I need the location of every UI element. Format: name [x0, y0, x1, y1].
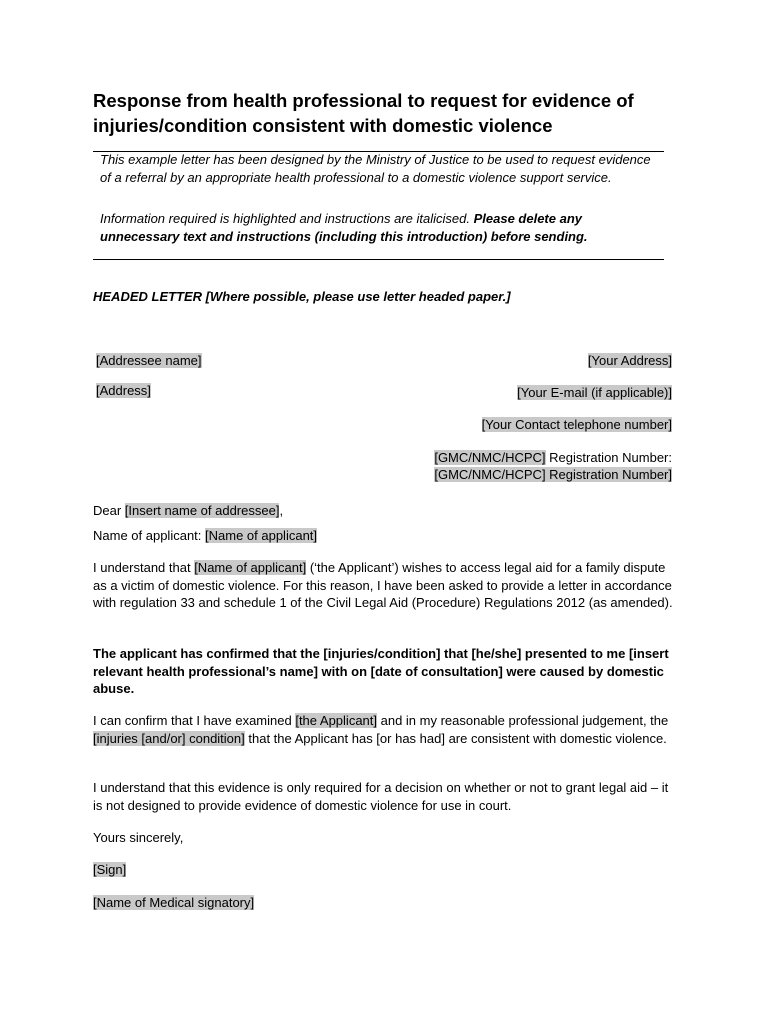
signatory-line: [93, 894, 678, 912]
registration-body: [GMC/NMC/HCPC]: [434, 450, 546, 465]
addressee-name: [96, 352, 202, 369]
sender-address: [588, 352, 672, 369]
headed-letter-note: HEADED LETTER [Where possible, please use letter headed paper.]: [93, 289, 511, 304]
applicant-name-field: [Name of applicant]: [205, 528, 318, 543]
registration-number-field: [GMC/NMC/HCPC] Registration Number]: [434, 467, 672, 482]
addressee-address-field: [Address]: [96, 383, 151, 398]
sender-registration: [434, 449, 672, 483]
examined-part-1: I can confirm that I have examined: [93, 713, 296, 728]
sender-phone: [482, 416, 672, 433]
understand-applicant-field: [Name of applicant]: [194, 560, 307, 575]
sign-field: [Sign]: [93, 862, 127, 877]
salutation-prefix: Dear: [93, 503, 125, 518]
intro-delete-note: Please delete any unnecessary text and instructions (including this introduction) before sending.: [100, 211, 588, 244]
examined-part-3: that the Applicant has [or has had] are consistent with domestic violence.: [244, 730, 667, 746]
intro-paragraph-1: This example letter has been designed by the Ministry of Justice to be used to request evidence of a referral by an appropriate health professional to a domestic violence support service.: [100, 152, 651, 185]
confirmed-paragraph: The applicant has confirmed that the [injuries/condition] that [he/she] presented to me [insert relevant health professional’s name] with on [date of consultation] were caused by domestic abuse.: [93, 646, 669, 696]
closing-line: Yours sincerely,: [93, 830, 184, 845]
addressee-name-field: [Addressee name]: [96, 353, 202, 368]
understand-paragraph: [93, 559, 678, 612]
sender-phone-field: [Your Contact telephone number]: [481, 417, 672, 432]
intro-paragraph-2: [100, 210, 665, 245]
examined-applicant-field: [the Applicant]: [295, 713, 377, 728]
addressee-placeholder: [Insert name of addressee]: [124, 503, 280, 518]
addressee-address: [96, 382, 151, 399]
salutation-comma: ,: [279, 503, 284, 518]
salutation: [93, 502, 678, 520]
applicant-line: [93, 527, 678, 545]
bottom-rule: [93, 259, 664, 260]
intro-instructions: Information required is highlighted and instructions are italicised.: [100, 211, 474, 226]
sign-line: [93, 861, 678, 879]
understand-after: (‘the Applicant’) wishes to access legal aid for a family dispute as a victim of domestic violence. For this reason, I have been asked to provide a letter in accordance with regulation 33 and schedule 1 of the Civil Legal Aid (Procedure) Regulations 2012 (as amended).: [93, 560, 673, 610]
sender-email-field: [Your E-mail (if applicable)]: [517, 385, 672, 400]
examined-injuries-field: [injuries [and/or] condition]: [93, 730, 245, 746]
evidence-paragraph: I understand that this evidence is only required for a decision on whether or not to grant legal aid – it is not designed to provide evidence of domestic violence for use in court.: [93, 780, 669, 813]
examined-paragraph: [93, 712, 678, 747]
document-title: Response from health professional to request for evidence of injuries/condition consistent with domestic violence: [93, 90, 634, 136]
sender-address-field: [Your Address]: [587, 353, 672, 368]
signatory-field: [Name of Medical signatory]: [93, 895, 255, 910]
examined-part-2: and in my reasonable professional judgement, the: [377, 713, 669, 728]
understand-before: I understand that: [93, 560, 195, 575]
sender-email: [517, 384, 672, 401]
applicant-label: Name of applicant:: [93, 528, 206, 543]
registration-label: Registration Number:: [545, 450, 672, 465]
